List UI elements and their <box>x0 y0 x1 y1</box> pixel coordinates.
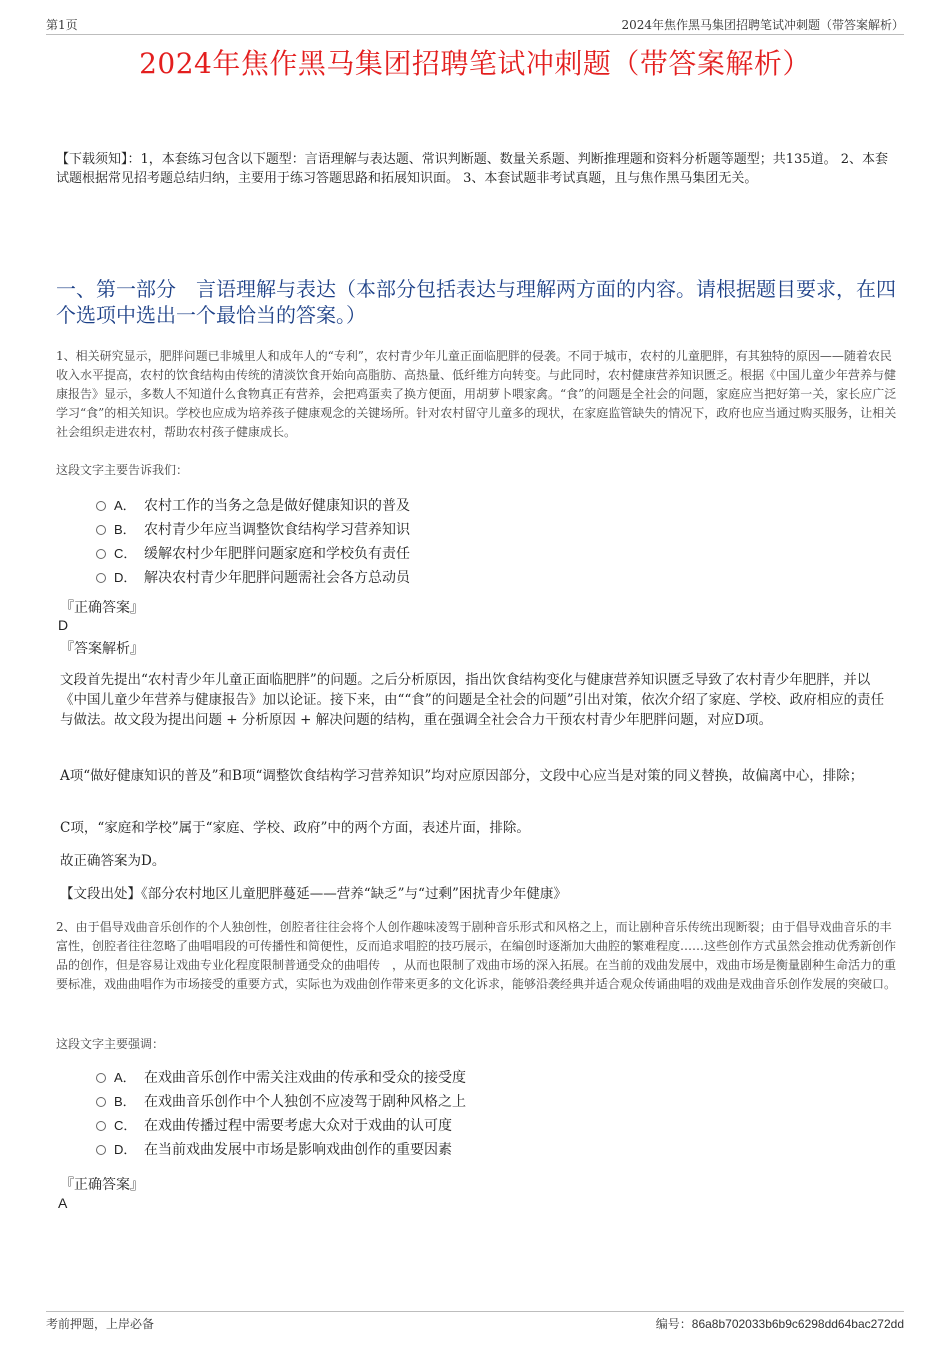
document-title: 2024年焦作黑马集团招聘笔试冲刺题（带答案解析） <box>139 47 811 80</box>
document-id: 编号：86a8b702033b6b9c6298dd64bac272dd <box>655 1317 904 1331</box>
analysis-paragraph: 故正确答案为D。 <box>60 853 166 869</box>
radio-icon[interactable] <box>96 525 106 535</box>
header-doc-title: 2024年焦作黑马集团招聘笔试冲刺题（带答案解析） <box>621 18 904 32</box>
page-footer <box>46 1311 904 1334</box>
question-2-prompt: 这段文字主要强调： <box>56 1037 165 1051</box>
option-a[interactable]: A． 农村工作的当务之急是做好健康知识的普及 <box>96 494 410 518</box>
option-b[interactable]: B． 农村青少年应当调整饮食结构学习营养知识 <box>96 518 410 542</box>
correct-answer-label: 『正确答案』 <box>60 600 144 616</box>
option-d[interactable]: D． 解决农村青少年肥胖问题需社会各方总动员 <box>96 566 410 590</box>
page-number: 第1页 <box>46 18 78 32</box>
question-2-text: 2、由于倡导戏曲音乐创作的个人独创性，创腔者往往会将个人创作趣味凌驾于剧种音乐形式和风格之上，而让剧种音乐传统出现断裂；由于倡导戏曲音乐的丰富性，创腔者往往忽略了曲唱唱段的可传播性和简便性，反而追求唱腔的技巧展示，在编创时逐渐加大曲腔的繁难程度……这些创作方式虽然会推动优秀新创作品的创作，但是容易让戏曲专业化程度限制普通受众的曲唱传 ，从而也限制了戏曲市场的深入拓展。在当前的戏曲发展中，戏曲市场是衡量剧种生命活力的重要标准，戏曲曲唱作为市场接受的重要方式，实际也为戏曲创作带来更多的文化诉求，能够沿袭经典并适合观众传诵曲唱的戏曲是戏曲音乐创作发展的突破口。 <box>56 920 897 991</box>
analysis-paragraph: C项，“家庭和学校”属于“家庭、学校、政府”中的两个方面，表述片面，排除。 <box>60 820 530 836</box>
footer-slogan: 考前押题，上岸必备 <box>46 1317 155 1331</box>
radio-icon[interactable] <box>96 549 106 559</box>
question-2-options <box>96 1066 466 1162</box>
option-a[interactable]: A． 在戏曲音乐创作中需关注戏曲的传承和受众的接受度 <box>96 1066 466 1090</box>
option-c[interactable]: C． 缓解农村少年肥胖问题家庭和学校负有责任 <box>96 542 410 566</box>
radio-icon[interactable] <box>96 501 106 511</box>
question-1-prompt: 这段文字主要告诉我们： <box>56 463 189 477</box>
radio-icon[interactable] <box>96 1073 106 1083</box>
download-notice: 【下载须知】：1，本套练习包含以下题型：言语理解与表达题、常识判断题、数量关系题、判断推理题和资料分析题等题型；共135道。 2、本套试题根据常见招考题总结归纳，主要用于练习答题思路和拓展知识面。 3、本套试题非考试真题，且与焦作黑马集团无关。 <box>56 152 888 186</box>
option-b[interactable]: B． 在戏曲音乐创作中个人独创不应凌驾于剧种风格之上 <box>96 1090 466 1114</box>
analysis-paragraph: A项“做好健康知识的普及”和B项“调整饮食结构学习营养知识”均对应原因部分，文段中心应当是对策的同义替换，故偏离中心，排除； <box>60 768 864 784</box>
radio-icon[interactable] <box>96 573 106 583</box>
page-header <box>46 14 904 35</box>
option-d[interactable]: D． 在当前戏曲发展中市场是影响戏曲创作的重要因素 <box>96 1138 466 1162</box>
correct-answer: D <box>58 617 69 633</box>
correct-answer: A <box>58 1195 68 1211</box>
section-heading: 一、第一部分 言语理解与表达（本部分包括表达与理解两方面的内容。请根据题目要求，在四个选项中选出一个最恰当的答案。） <box>56 277 896 327</box>
question-1-text: 1、相关研究显示，肥胖问题已非城里人和成年人的“专利”，农村青少年儿童正面临肥胖的侵袭。不同于城市，农村的儿童肥胖，有其独特的原因——随着农民收入水平提高，农村的饮食结构由传统的清淡饮食开始向高脂肪、高热量、低纤维方向转变。与此同时，农村健康营养知识匮乏。根据《中国儿童少年营养与健康报告》显示，多数人不知道什么食物真正有营养，会把鸡蛋卖了换方便面，用胡萝卜喂家禽。“食”的问题是全社会的问题，家庭应当把好第一关，家长应广泛学习“食”的相关知识。学校也应成为培养孩子健康观念的关键场所。针对农村留守儿童多的现状，在家庭监管缺失的情况下，政府也应当通过购买服务，让相关社会组织走进农村，帮助农村孩子健康成长。 <box>56 349 897 439</box>
text-source: 【文段出处】《部分农村地区儿童肥胖蔓延——营养“缺乏”与“过剩”困扰青少年健康》 <box>60 886 567 902</box>
radio-icon[interactable] <box>96 1097 106 1107</box>
analysis-label: 『答案解析』 <box>60 641 144 657</box>
option-c[interactable]: C． 在戏曲传播过程中需要考虑大众对于戏曲的认可度 <box>96 1114 466 1138</box>
analysis-paragraph: 文段首先提出“农村青少年儿童正面临肥胖”的问题。之后分析原因，指出饮食结构变化与健康营养知识匮乏导致了农村青少年肥胖，并以《中国儿童少年营养与健康报告》加以论证。接下来，由““食”的问题是全社会的问题”引出对策，依次介绍了家庭、学校、政府相应的责任与做法。故文段为提出问题 + 分析原因 + 解决问题的结构，重在强调全社会合力干预农村青少年肥胖问题，对应D项。 <box>60 672 885 728</box>
correct-answer-label: 『正确答案』 <box>60 1177 144 1193</box>
radio-icon[interactable] <box>96 1145 106 1155</box>
question-1-options <box>96 494 410 590</box>
radio-icon[interactable] <box>96 1121 106 1131</box>
